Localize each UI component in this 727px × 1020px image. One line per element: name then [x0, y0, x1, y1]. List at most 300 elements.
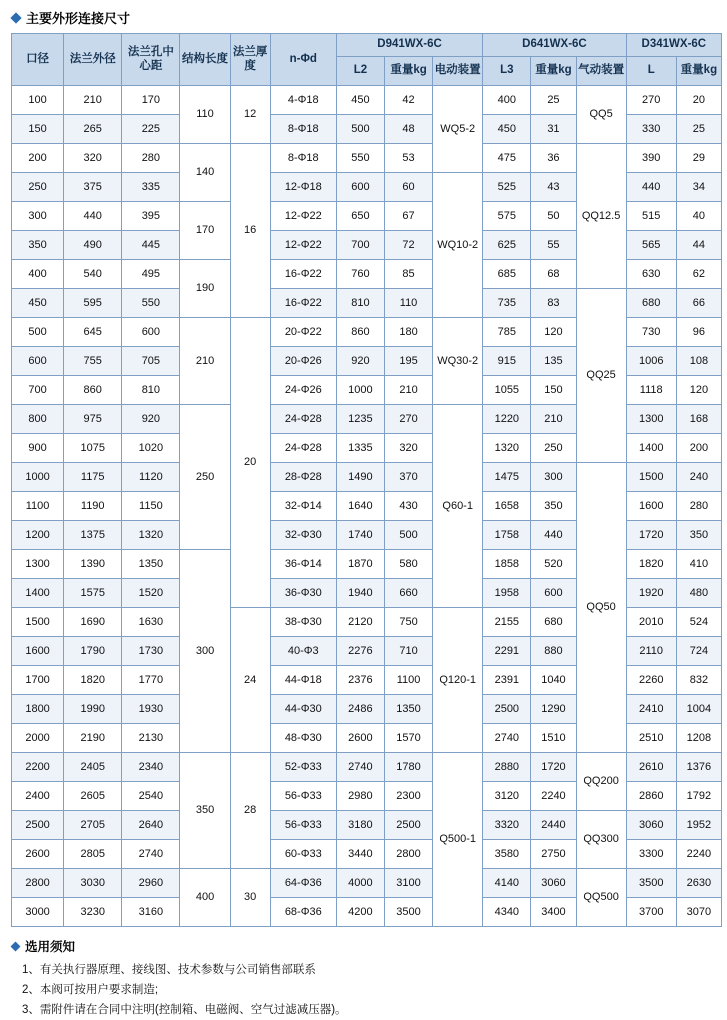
cell-l: 3700: [626, 898, 676, 927]
cell-dn: 700: [12, 376, 64, 405]
cell-bolt-holes: 16-Φ22: [270, 260, 336, 289]
cell-bolt-pcd: 1350: [122, 550, 180, 579]
cell-flange-od: 2705: [64, 811, 122, 840]
cell-pneumatic-actuator: QQ50: [576, 463, 626, 753]
cell-l2: 3440: [336, 840, 384, 869]
cell-flange-od: 2190: [64, 724, 122, 753]
cell-weight-manual: 832: [676, 666, 721, 695]
cell-weight-pneumatic: 43: [531, 173, 576, 202]
cell-flange-od: 2405: [64, 753, 122, 782]
cell-l3: 2291: [483, 637, 531, 666]
col-header-flange-od: 法兰外径: [64, 34, 122, 86]
cell-dn: 400: [12, 260, 64, 289]
cell-bolt-pcd: 395: [122, 202, 180, 231]
cell-dn: 1500: [12, 608, 64, 637]
cell-bolt-pcd: 1320: [122, 521, 180, 550]
cell-weight-manual: 34: [676, 173, 721, 202]
cell-electric-actuator: WQ30-2: [433, 318, 483, 405]
cell-bolt-holes: 44-Φ18: [270, 666, 336, 695]
cell-flange-thickness: 28: [230, 753, 270, 869]
cell-bolt-holes: 60-Φ33: [270, 840, 336, 869]
cell-flange-od: 645: [64, 318, 122, 347]
cell-pneumatic-actuator: QQ5: [576, 86, 626, 144]
cell-l: 2610: [626, 753, 676, 782]
cell-l2: 4000: [336, 869, 384, 898]
cell-dn: 300: [12, 202, 64, 231]
table-row: [12, 289, 722, 318]
cell-weight-electric: 500: [384, 521, 432, 550]
cell-weight-electric: 1570: [384, 724, 432, 753]
cell-weight-pneumatic: 150: [531, 376, 576, 405]
cell-weight-manual: 200: [676, 434, 721, 463]
cell-l: 2410: [626, 695, 676, 724]
cell-l: 390: [626, 144, 676, 173]
cell-weight-manual: 2240: [676, 840, 721, 869]
cell-face-to-face: 170: [180, 202, 230, 260]
cell-l: 680: [626, 289, 676, 318]
cell-l3: 575: [483, 202, 531, 231]
cell-bolt-pcd: 1020: [122, 434, 180, 463]
cell-bolt-holes: 36-Φ14: [270, 550, 336, 579]
cell-weight-manual: 1376: [676, 753, 721, 782]
cell-bolt-pcd: 705: [122, 347, 180, 376]
cell-dn: 800: [12, 405, 64, 434]
cell-l2: 2740: [336, 753, 384, 782]
cell-face-to-face: 210: [180, 318, 230, 405]
cell-flange-od: 1790: [64, 637, 122, 666]
cell-flange-od: 490: [64, 231, 122, 260]
col-header-pneumatic-actuator: 气动装置: [576, 57, 626, 86]
cell-weight-manual: 40: [676, 202, 721, 231]
cell-flange-od: 3030: [64, 869, 122, 898]
cell-weight-electric: 2500: [384, 811, 432, 840]
table-row: [12, 753, 722, 782]
cell-flange-od: 1375: [64, 521, 122, 550]
cell-flange-thickness: 30: [230, 869, 270, 927]
cell-l: 1720: [626, 521, 676, 550]
cell-l2: 760: [336, 260, 384, 289]
cell-electric-actuator: WQ10-2: [433, 173, 483, 318]
cell-flange-od: 1820: [64, 666, 122, 695]
cell-bolt-pcd: 1150: [122, 492, 180, 521]
cell-l2: 2486: [336, 695, 384, 724]
cell-l3: 1758: [483, 521, 531, 550]
table-body: [12, 86, 722, 927]
cell-face-to-face: 300: [180, 550, 230, 753]
cell-bolt-pcd: 1730: [122, 637, 180, 666]
cell-weight-pneumatic: 440: [531, 521, 576, 550]
cell-weight-electric: 320: [384, 434, 432, 463]
cell-pneumatic-actuator: QQ300: [576, 811, 626, 869]
cell-weight-pneumatic: 2750: [531, 840, 576, 869]
cell-l3: 3580: [483, 840, 531, 869]
cell-l: 1400: [626, 434, 676, 463]
cell-weight-manual: 524: [676, 608, 721, 637]
cell-l2: 600: [336, 173, 384, 202]
cell-l2: 2376: [336, 666, 384, 695]
cell-l: 1300: [626, 405, 676, 434]
cell-weight-pneumatic: 31: [531, 115, 576, 144]
cell-l: 330: [626, 115, 676, 144]
notes-section: [12, 937, 719, 1020]
cell-flange-od: 3230: [64, 898, 122, 927]
cell-dn: 900: [12, 434, 64, 463]
cell-flange-od: 440: [64, 202, 122, 231]
cell-l: 2110: [626, 637, 676, 666]
cell-bolt-pcd: 2640: [122, 811, 180, 840]
cell-weight-electric: 710: [384, 637, 432, 666]
cell-pneumatic-actuator: QQ12.5: [576, 144, 626, 289]
col-header-weight-electric: 重量kg: [384, 57, 432, 86]
col-header-electric-actuator: 电动装置: [433, 57, 483, 86]
cell-weight-pneumatic: 3400: [531, 898, 576, 927]
cell-dn: 1000: [12, 463, 64, 492]
cell-dn: 1100: [12, 492, 64, 521]
cell-l3: 1958: [483, 579, 531, 608]
cell-l2: 1640: [336, 492, 384, 521]
cell-weight-manual: 480: [676, 579, 721, 608]
cell-weight-manual: 410: [676, 550, 721, 579]
cell-weight-pneumatic: 1290: [531, 695, 576, 724]
cell-bolt-holes: 8-Φ18: [270, 115, 336, 144]
cell-bolt-pcd: 335: [122, 173, 180, 202]
cell-l2: 2980: [336, 782, 384, 811]
table-row: [12, 144, 722, 173]
cell-weight-manual: 120: [676, 376, 721, 405]
cell-electric-actuator: Q60-1: [433, 405, 483, 608]
cell-pneumatic-actuator: QQ500: [576, 869, 626, 927]
cell-l: 1500: [626, 463, 676, 492]
cell-flange-od: 755: [64, 347, 122, 376]
cell-flange-od: 595: [64, 289, 122, 318]
cell-dn: 1700: [12, 666, 64, 695]
cell-l: 270: [626, 86, 676, 115]
cell-flange-od: 265: [64, 115, 122, 144]
cell-l: 3060: [626, 811, 676, 840]
notes-list: [12, 960, 719, 1020]
cell-flange-od: 2805: [64, 840, 122, 869]
col-header-weight-manual: 重量kg: [676, 57, 721, 86]
cell-bolt-pcd: 1770: [122, 666, 180, 695]
cell-weight-pneumatic: 36: [531, 144, 576, 173]
cell-l3: 785: [483, 318, 531, 347]
cell-flange-thickness: 12: [230, 86, 270, 144]
cell-weight-electric: 660: [384, 579, 432, 608]
cell-weight-electric: 195: [384, 347, 432, 376]
cell-weight-pneumatic: 55: [531, 231, 576, 260]
cell-l3: 1320: [483, 434, 531, 463]
cell-weight-electric: 270: [384, 405, 432, 434]
cell-l: 3500: [626, 869, 676, 898]
table-row: [12, 86, 722, 115]
cell-weight-manual: 3070: [676, 898, 721, 927]
cell-bolt-holes: 40-Φ3: [270, 637, 336, 666]
cell-electric-actuator: Q120-1: [433, 608, 483, 753]
cell-weight-pneumatic: 3060: [531, 869, 576, 898]
cell-l2: 1335: [336, 434, 384, 463]
cell-weight-electric: 430: [384, 492, 432, 521]
cell-weight-manual: 724: [676, 637, 721, 666]
cell-weight-manual: 1792: [676, 782, 721, 811]
cell-l: 515: [626, 202, 676, 231]
page-title-text: 主要外形连接尺寸: [26, 11, 131, 26]
cell-l2: 860: [336, 318, 384, 347]
cell-bolt-holes: 68-Φ36: [270, 898, 336, 927]
cell-l: 2510: [626, 724, 676, 753]
cell-flange-od: 2605: [64, 782, 122, 811]
cell-bolt-holes: 20-Φ22: [270, 318, 336, 347]
cell-l: 1006: [626, 347, 676, 376]
cell-flange-od: 1575: [64, 579, 122, 608]
cell-l2: 1870: [336, 550, 384, 579]
cell-l3: 915: [483, 347, 531, 376]
cell-weight-electric: 750: [384, 608, 432, 637]
cell-bolt-pcd: 2740: [122, 840, 180, 869]
col-header-face-to-face: 结构长度: [180, 34, 230, 86]
cell-l3: 400: [483, 86, 531, 115]
cell-dn: 600: [12, 347, 64, 376]
cell-dn: 2000: [12, 724, 64, 753]
cell-l: 2010: [626, 608, 676, 637]
cell-weight-pneumatic: 1040: [531, 666, 576, 695]
cell-l2: 1000: [336, 376, 384, 405]
cell-weight-manual: 29: [676, 144, 721, 173]
cell-pneumatic-actuator: QQ25: [576, 289, 626, 463]
cell-l2: 450: [336, 86, 384, 115]
cell-weight-pneumatic: 25: [531, 86, 576, 115]
cell-bolt-pcd: 2130: [122, 724, 180, 753]
cell-flange-thickness: 16: [230, 144, 270, 318]
cell-l3: 475: [483, 144, 531, 173]
diamond-bullet-icon: [10, 12, 21, 23]
cell-bolt-holes: 24-Φ28: [270, 434, 336, 463]
cell-l3: 735: [483, 289, 531, 318]
cell-bolt-holes: 4-Φ18: [270, 86, 336, 115]
table-row: [12, 811, 722, 840]
cell-l3: 1055: [483, 376, 531, 405]
cell-bolt-pcd: 1930: [122, 695, 180, 724]
cell-bolt-holes: 20-Φ26: [270, 347, 336, 376]
cell-bolt-pcd: 445: [122, 231, 180, 260]
cell-weight-pneumatic: 135: [531, 347, 576, 376]
cell-dn: 200: [12, 144, 64, 173]
cell-flange-od: 1190: [64, 492, 122, 521]
cell-l3: 3320: [483, 811, 531, 840]
cell-l2: 4200: [336, 898, 384, 927]
cell-l3: 450: [483, 115, 531, 144]
col-header-bolt-holes: n-Φd: [270, 34, 336, 86]
cell-electric-actuator: Q500-1: [433, 753, 483, 927]
cell-flange-thickness: 24: [230, 608, 270, 753]
cell-weight-pneumatic: 300: [531, 463, 576, 492]
cell-dn: 1200: [12, 521, 64, 550]
cell-weight-electric: 210: [384, 376, 432, 405]
cell-bolt-pcd: 1520: [122, 579, 180, 608]
cell-l: 1118: [626, 376, 676, 405]
cell-l2: 1235: [336, 405, 384, 434]
cell-bolt-holes: 16-Φ22: [270, 289, 336, 318]
cell-l3: 1858: [483, 550, 531, 579]
cell-weight-pneumatic: 1510: [531, 724, 576, 753]
cell-weight-manual: 350: [676, 521, 721, 550]
col-header-l3: L3: [483, 57, 531, 86]
cell-weight-electric: 2800: [384, 840, 432, 869]
cell-dn: 2800: [12, 869, 64, 898]
cell-l3: 525: [483, 173, 531, 202]
cell-bolt-pcd: 170: [122, 86, 180, 115]
cell-weight-manual: 280: [676, 492, 721, 521]
cell-bolt-holes: 32-Φ14: [270, 492, 336, 521]
cell-bolt-pcd: 550: [122, 289, 180, 318]
cell-weight-manual: 1952: [676, 811, 721, 840]
cell-weight-electric: 42: [384, 86, 432, 115]
cell-flange-od: 1990: [64, 695, 122, 724]
table-row: [12, 869, 722, 898]
cell-weight-electric: 2300: [384, 782, 432, 811]
table-row: [12, 463, 722, 492]
cell-weight-pneumatic: 2440: [531, 811, 576, 840]
cell-bolt-pcd: 920: [122, 405, 180, 434]
cell-l2: 810: [336, 289, 384, 318]
cell-l3: 4140: [483, 869, 531, 898]
cell-weight-pneumatic: 600: [531, 579, 576, 608]
cell-flange-od: 860: [64, 376, 122, 405]
cell-weight-manual: 1208: [676, 724, 721, 753]
cell-l: 3300: [626, 840, 676, 869]
cell-face-to-face: 110: [180, 86, 230, 144]
cell-weight-electric: 53: [384, 144, 432, 173]
cell-weight-pneumatic: 50: [531, 202, 576, 231]
col-header-l: L: [626, 57, 676, 86]
cell-weight-manual: 62: [676, 260, 721, 289]
cell-l2: 920: [336, 347, 384, 376]
cell-weight-electric: 1780: [384, 753, 432, 782]
cell-bolt-holes: 12-Φ22: [270, 202, 336, 231]
cell-dn: 150: [12, 115, 64, 144]
cell-flange-od: 540: [64, 260, 122, 289]
cell-weight-electric: 110: [384, 289, 432, 318]
cell-l3: 2740: [483, 724, 531, 753]
cell-bolt-pcd: 2540: [122, 782, 180, 811]
cell-weight-manual: 108: [676, 347, 721, 376]
cell-weight-pneumatic: 680: [531, 608, 576, 637]
cell-weight-pneumatic: 350: [531, 492, 576, 521]
cell-bolt-pcd: 1120: [122, 463, 180, 492]
cell-weight-manual: 25: [676, 115, 721, 144]
cell-l3: 3120: [483, 782, 531, 811]
cell-flange-thickness: 20: [230, 318, 270, 608]
cell-face-to-face: 250: [180, 405, 230, 550]
cell-l3: 685: [483, 260, 531, 289]
cell-weight-electric: 580: [384, 550, 432, 579]
cell-face-to-face: 400: [180, 869, 230, 927]
cell-weight-electric: 1350: [384, 695, 432, 724]
cell-bolt-holes: 36-Φ30: [270, 579, 336, 608]
cell-flange-od: 1075: [64, 434, 122, 463]
cell-l2: 700: [336, 231, 384, 260]
cell-weight-manual: 1004: [676, 695, 721, 724]
cell-face-to-face: 140: [180, 144, 230, 202]
cell-dn: 2200: [12, 753, 64, 782]
cell-weight-pneumatic: 250: [531, 434, 576, 463]
cell-weight-pneumatic: 2240: [531, 782, 576, 811]
cell-bolt-holes: 44-Φ30: [270, 695, 336, 724]
cell-dn: 2400: [12, 782, 64, 811]
cell-dn: 1600: [12, 637, 64, 666]
cell-weight-electric: 1100: [384, 666, 432, 695]
col-header-weight-pneumatic: 重量kg: [531, 57, 576, 86]
cell-dn: 1800: [12, 695, 64, 724]
cell-l3: 1475: [483, 463, 531, 492]
cell-weight-manual: 66: [676, 289, 721, 318]
notes-title: [12, 937, 719, 955]
cell-dn: 500: [12, 318, 64, 347]
cell-bolt-pcd: 810: [122, 376, 180, 405]
cell-dn: 350: [12, 231, 64, 260]
cell-flange-od: 1390: [64, 550, 122, 579]
cell-electric-actuator: WQ5-2: [433, 86, 483, 173]
cell-l3: 625: [483, 231, 531, 260]
cell-l: 1820: [626, 550, 676, 579]
cell-weight-electric: 60: [384, 173, 432, 202]
cell-l3: 1220: [483, 405, 531, 434]
cell-l: 2860: [626, 782, 676, 811]
cell-weight-manual: 96: [676, 318, 721, 347]
notes-title-text: 选用须知: [25, 940, 76, 954]
cell-weight-manual: 2630: [676, 869, 721, 898]
cell-flange-od: 975: [64, 405, 122, 434]
cell-dn: 2600: [12, 840, 64, 869]
cell-l: 1600: [626, 492, 676, 521]
cell-weight-pneumatic: 68: [531, 260, 576, 289]
spec-table: [11, 33, 722, 927]
cell-weight-manual: 168: [676, 405, 721, 434]
cell-weight-pneumatic: 520: [531, 550, 576, 579]
cell-flange-od: 210: [64, 86, 122, 115]
cell-l: 630: [626, 260, 676, 289]
cell-bolt-pcd: 2960: [122, 869, 180, 898]
note-item: 1、有关执行器原理、接线图、技术参数与公司销售部联系: [22, 964, 316, 976]
cell-flange-od: 320: [64, 144, 122, 173]
cell-bolt-holes: 56-Φ33: [270, 811, 336, 840]
cell-l2: 500: [336, 115, 384, 144]
group-header-d341wx: D341WX-6C: [626, 34, 721, 57]
cell-l: 730: [626, 318, 676, 347]
cell-l2: 1490: [336, 463, 384, 492]
group-header-d641wx: D641WX-6C: [483, 34, 626, 57]
cell-weight-pneumatic: 120: [531, 318, 576, 347]
col-header-l2: L2: [336, 57, 384, 86]
cell-face-to-face: 350: [180, 753, 230, 869]
cell-bolt-pcd: 280: [122, 144, 180, 173]
cell-dn: 1400: [12, 579, 64, 608]
cell-bolt-holes: 24-Φ28: [270, 405, 336, 434]
cell-l2: 1940: [336, 579, 384, 608]
cell-weight-electric: 3500: [384, 898, 432, 927]
cell-weight-electric: 48: [384, 115, 432, 144]
cell-weight-electric: 85: [384, 260, 432, 289]
group-header-d941wx: D941WX-6C: [336, 34, 482, 57]
group-header-row: [12, 34, 722, 57]
cell-l3: 2500: [483, 695, 531, 724]
cell-bolt-holes: 12-Φ18: [270, 173, 336, 202]
note-item: 2、本阀可按用户要求制造;: [22, 984, 159, 997]
cell-weight-manual: 240: [676, 463, 721, 492]
cell-dn: 450: [12, 289, 64, 318]
cell-bolt-holes: 32-Φ30: [270, 521, 336, 550]
table-head: [12, 34, 722, 86]
cell-l3: 4340: [483, 898, 531, 927]
